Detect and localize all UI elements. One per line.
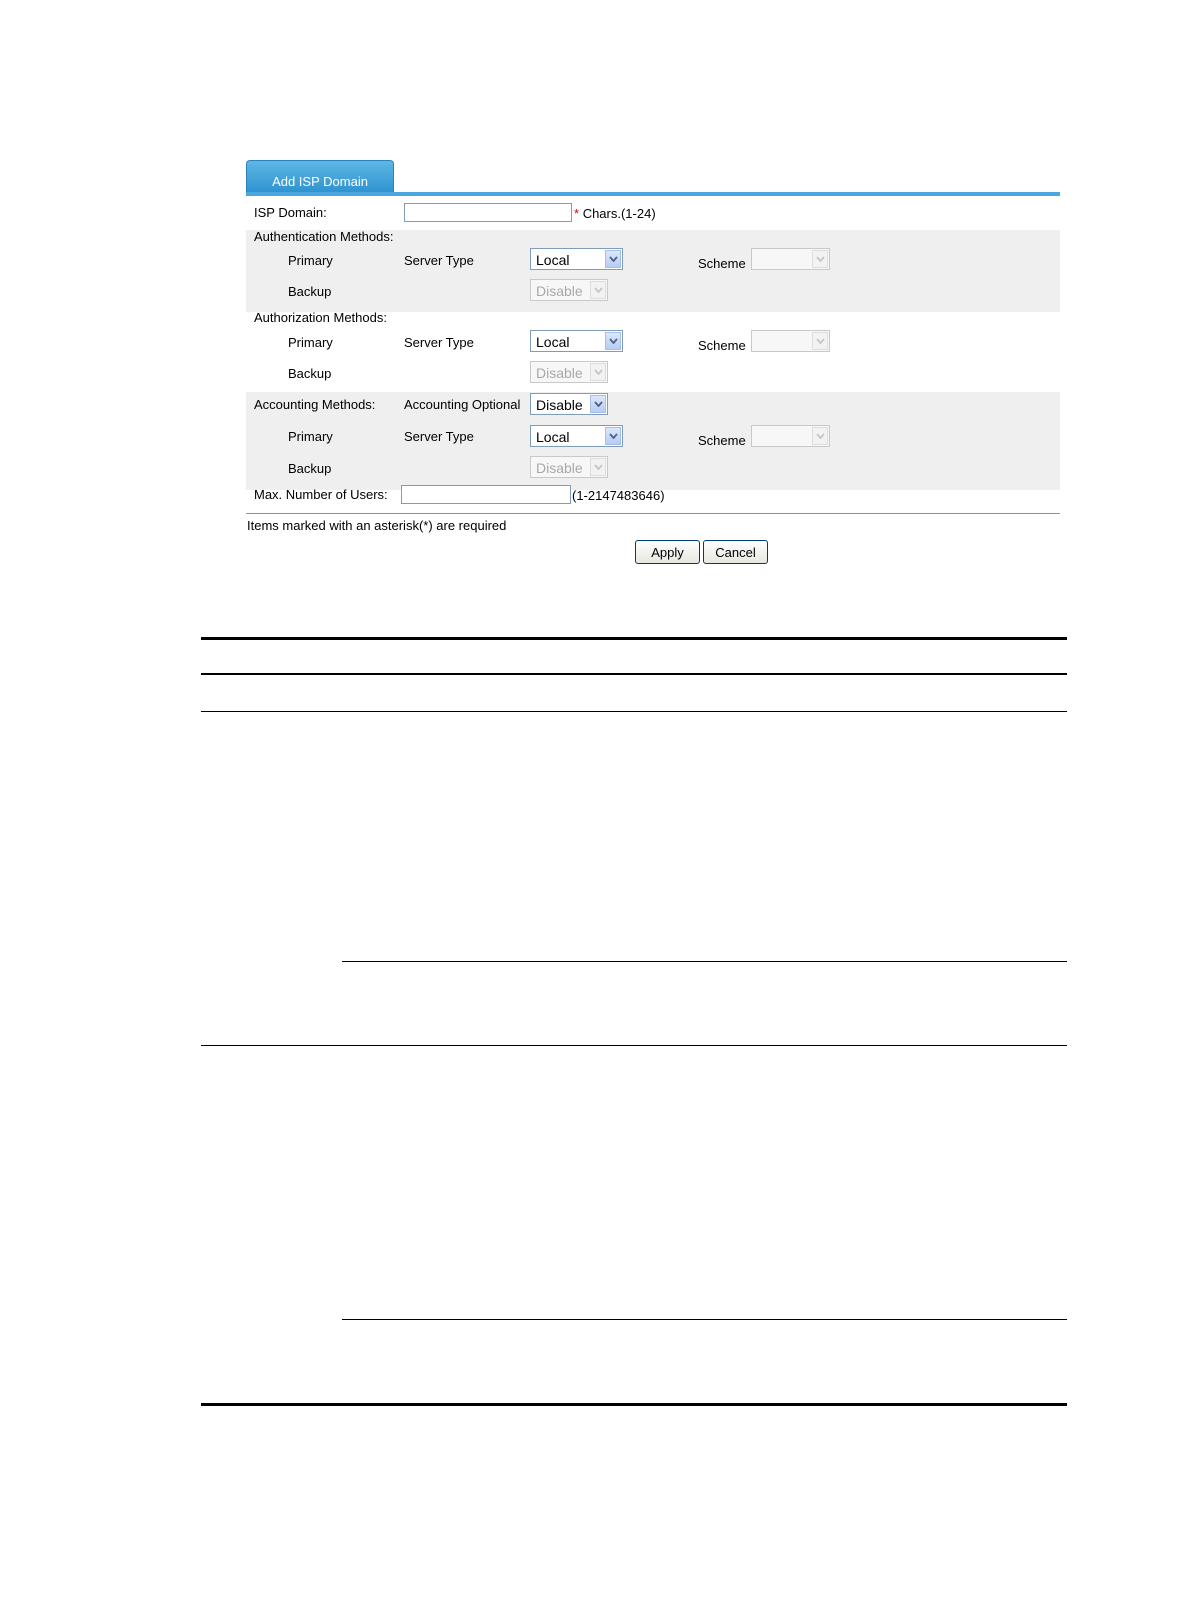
- authorization-server-type-label: Server Type: [404, 335, 474, 350]
- cancel-button[interactable]: Cancel: [703, 540, 768, 564]
- authorization-backup-label: Backup: [288, 366, 332, 381]
- accounting-primary-label: Primary: [288, 429, 333, 444]
- max-users-label: Max. Number of Users:: [254, 487, 388, 502]
- authorization-scheme-label: Scheme: [698, 338, 746, 353]
- required-footnote: Items marked with an asterisk(*) are required: [247, 518, 507, 533]
- add-isp-domain-panel: [246, 160, 1060, 570]
- authentication-backup-value: Disable: [536, 283, 583, 299]
- authorization-server-type-select[interactable]: [530, 330, 623, 352]
- accounting-section-label: Accounting Methods:: [254, 397, 376, 412]
- chevron-down-icon: [590, 395, 606, 413]
- authentication-backup-select[interactable]: [530, 279, 608, 301]
- authorization-scheme-select[interactable]: [751, 330, 830, 352]
- tab-underline: [246, 192, 1060, 196]
- accounting-server-type-label: Server Type: [404, 429, 474, 444]
- table-header-rule: [201, 673, 1067, 675]
- authentication-server-type-label: Server Type: [404, 253, 474, 268]
- isp-domain-input[interactable]: [404, 203, 572, 222]
- form-bottom-line: [246, 513, 1060, 514]
- authentication-server-type-value: Local: [536, 252, 570, 268]
- max-users-hint: (1-2147483646): [572, 488, 665, 503]
- accounting-server-type-select[interactable]: [530, 425, 623, 447]
- authentication-section-label: Authentication Methods:: [254, 229, 394, 244]
- table-row-rule: [201, 1045, 1067, 1046]
- table-subrow-rule: [342, 961, 1067, 962]
- table-row-rule: [201, 711, 1067, 712]
- isp-domain-hint-wrap: [574, 206, 656, 221]
- chevron-down-icon: [605, 332, 621, 350]
- authorization-backup-select[interactable]: [530, 361, 608, 383]
- accounting-backup-select[interactable]: [530, 456, 608, 478]
- apply-button[interactable]: Apply: [635, 540, 700, 564]
- table-top-rule: [201, 637, 1067, 640]
- tab-add-isp-domain[interactable]: [246, 160, 394, 194]
- accounting-optional-label: Accounting Optional: [404, 397, 521, 412]
- isp-domain-label: ISP Domain:: [254, 205, 327, 220]
- tab-label: Add ISP Domain: [272, 174, 368, 189]
- accounting-optional-value: Disable: [536, 397, 583, 413]
- chevron-down-icon: [812, 427, 828, 445]
- max-users-input[interactable]: [401, 485, 571, 504]
- required-asterisk: *: [574, 206, 580, 221]
- authentication-scheme-label: Scheme: [698, 256, 746, 271]
- accounting-optional-select[interactable]: [530, 393, 608, 415]
- isp-domain-hint: Chars.(1-24): [582, 206, 656, 221]
- table-subrow-rule: [342, 1319, 1067, 1320]
- accounting-scheme-label: Scheme: [698, 433, 746, 448]
- accounting-server-type-value: Local: [536, 429, 570, 445]
- table-bottom-rule: [201, 1403, 1067, 1406]
- accounting-backup-label: Backup: [288, 461, 332, 476]
- chevron-down-icon: [590, 281, 606, 299]
- accounting-backup-value: Disable: [536, 460, 583, 476]
- authentication-server-type-select[interactable]: [530, 248, 623, 270]
- chevron-down-icon: [605, 250, 621, 268]
- authorization-section-label: Authorization Methods:: [254, 310, 387, 325]
- chevron-down-icon: [590, 363, 606, 381]
- authentication-primary-label: Primary: [288, 253, 333, 268]
- chevron-down-icon: [812, 250, 828, 268]
- chevron-down-icon: [605, 427, 621, 445]
- accounting-scheme-select[interactable]: [751, 425, 830, 447]
- chevron-down-icon: [812, 332, 828, 350]
- authorization-primary-label: Primary: [288, 335, 333, 350]
- authentication-scheme-select[interactable]: [751, 248, 830, 270]
- authorization-backup-value: Disable: [536, 365, 583, 381]
- authentication-backup-label: Backup: [288, 284, 332, 299]
- chevron-down-icon: [590, 458, 606, 476]
- authorization-server-type-value: Local: [536, 334, 570, 350]
